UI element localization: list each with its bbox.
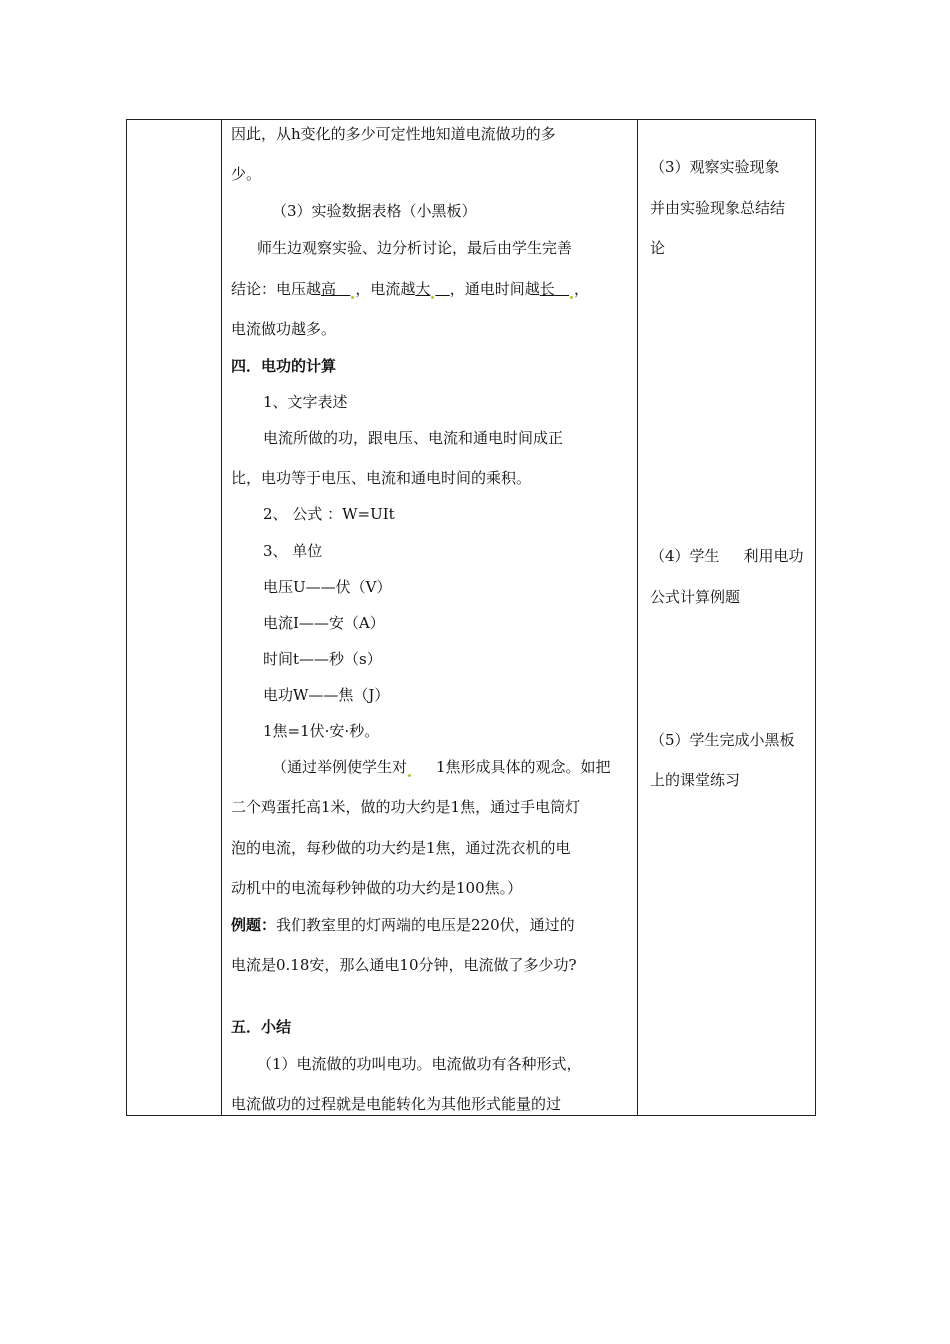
section-heading: 五．小结 <box>231 1018 292 1036</box>
lesson-content-column <box>222 120 637 1115</box>
unit-line: 电流I——安（A） <box>263 614 385 632</box>
mark-dot <box>570 296 573 299</box>
text-line: 比，电功等于电压、电流和通电时间的乘积。 <box>231 469 532 487</box>
text-line: 电流做功的过程就是电能转化为其他形式能量的过 <box>231 1095 562 1113</box>
text-line: 泡的电流，每秒做的功大约是1焦，通过洗衣机的电 <box>231 839 571 857</box>
lesson-table <box>126 119 816 1116</box>
conclusion-line <box>231 279 589 299</box>
text-fragment: 结论：电压越 <box>231 280 322 298</box>
text-line: （3）观察实验现象 <box>650 158 780 176</box>
blank-answer <box>321 280 350 298</box>
text-line: （1）电流做的功叫电功。电流做功有各种形式， <box>257 1055 582 1073</box>
text-fragment: ，通电时间越 <box>449 280 540 298</box>
text-line: （5）学生完成小黑板 <box>650 731 795 749</box>
unit-line: 时间t——秒（s） <box>263 650 382 668</box>
text-line: 电流所做的功，跟电压、电流和通电时间成正 <box>263 429 564 447</box>
unit-line: 电功W——焦（J） <box>263 686 390 704</box>
text-fragment: 1焦形成具体的观念。如把 <box>436 758 611 776</box>
unit-line: 电压U——伏（V） <box>263 578 392 596</box>
answer-text: 高 <box>321 280 337 298</box>
example-label: 例题： <box>231 916 277 934</box>
text-line: 电流是0.18安，那么通电10分钟，电流做了多少功? <box>231 956 577 974</box>
text-line: 师生边观察实验、边分析讨论，最后由学生完善 <box>257 239 573 257</box>
text-line: 少。 <box>231 165 262 183</box>
text-fragment: ， <box>574 280 590 298</box>
text-line: 3、 单位 <box>263 542 323 560</box>
text-line <box>650 546 804 566</box>
text-line: 二个鸡蛋托高1米，做的功大约是1焦，通过手电筒灯 <box>231 798 581 816</box>
text-fragment: 我们教室里的灯两端的电压是220伏，通过的 <box>276 916 575 934</box>
text-line: 动机中的电流每秒钟做的功大约是100焦。） <box>231 879 523 897</box>
answer-text: 长 <box>539 280 555 298</box>
mark-dot <box>351 296 354 299</box>
mark-dot <box>408 774 411 777</box>
text-line: 1、文字表述 <box>263 393 348 411</box>
answer-text: 大 <box>415 280 431 298</box>
text-fragment: （通过举例使学生对 <box>272 758 408 776</box>
text-fragment: （4）学生 <box>650 547 720 565</box>
text-fragment: 利用电功 <box>743 547 804 565</box>
text-line: 并由实验现象总结结 <box>650 199 786 217</box>
blank-answer <box>540 280 574 298</box>
text-line: 上的课堂练习 <box>650 771 741 789</box>
example-line <box>231 915 575 935</box>
text-line: 论 <box>650 239 666 257</box>
formula-line: 2、 公式 ：W=UIt <box>263 505 395 523</box>
text-fragment: ，电流越 <box>355 280 416 298</box>
text-line: 电流做功越多。 <box>231 320 337 338</box>
text-line: 因此，从h变化的多少可定性地知道电流做功的多 <box>231 125 556 143</box>
blank-answer <box>415 280 449 298</box>
section-heading: 四．电功的计算 <box>231 357 337 375</box>
student-activity-column <box>638 120 816 1115</box>
mark-dot <box>431 296 434 299</box>
text-line: 公式计算例题 <box>650 588 741 606</box>
unit-line: 1焦=1伏·安·秒。 <box>263 722 380 740</box>
text-line: （3）实验数据表格（小黑板） <box>272 202 477 220</box>
text-line <box>272 757 611 777</box>
